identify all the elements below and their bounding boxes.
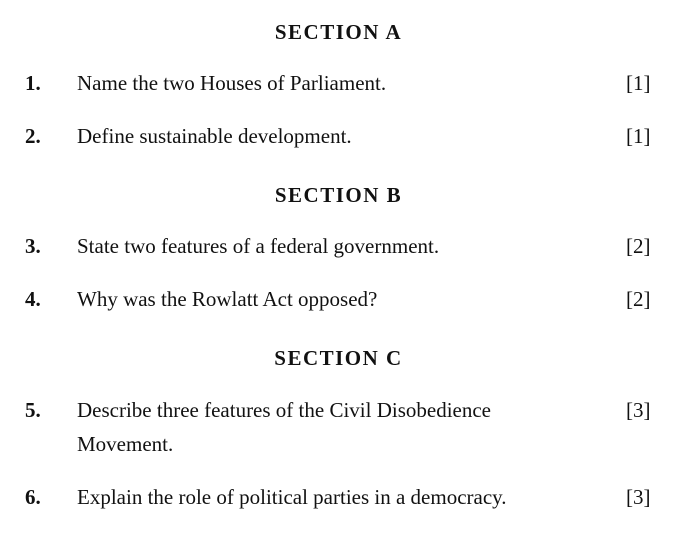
question-marks: [2] xyxy=(626,234,651,258)
section-b-heading: SECTION B xyxy=(274,183,403,207)
question-text: Why was the Rowlatt Act opposed? xyxy=(77,287,378,311)
question-number: 4. xyxy=(25,287,41,311)
question-number: 5. xyxy=(25,398,41,422)
question-number: 3. xyxy=(25,234,41,258)
question-marks: [1] xyxy=(626,124,651,148)
question-number: 6. xyxy=(25,485,41,509)
question-marks: [2] xyxy=(626,287,651,311)
section-c-heading: SECTION C xyxy=(274,346,403,370)
question-number: 1. xyxy=(25,71,41,95)
question-marks: [3] xyxy=(626,485,651,509)
question-text: Explain the role of political parties in a democracy. xyxy=(77,485,507,509)
question-text: Define sustainable development. xyxy=(77,124,352,148)
section-a-heading: SECTION A xyxy=(274,20,403,44)
question-text: State two features of a federal government. xyxy=(77,234,440,258)
question-marks: [3] xyxy=(626,398,651,422)
question-text: Describe three features of the Civil Disobedience Movement. xyxy=(77,398,492,456)
question-number: 2. xyxy=(25,124,41,148)
question-text: Name the two Houses of Parliament. xyxy=(77,71,387,95)
question-marks: [1] xyxy=(626,71,651,95)
